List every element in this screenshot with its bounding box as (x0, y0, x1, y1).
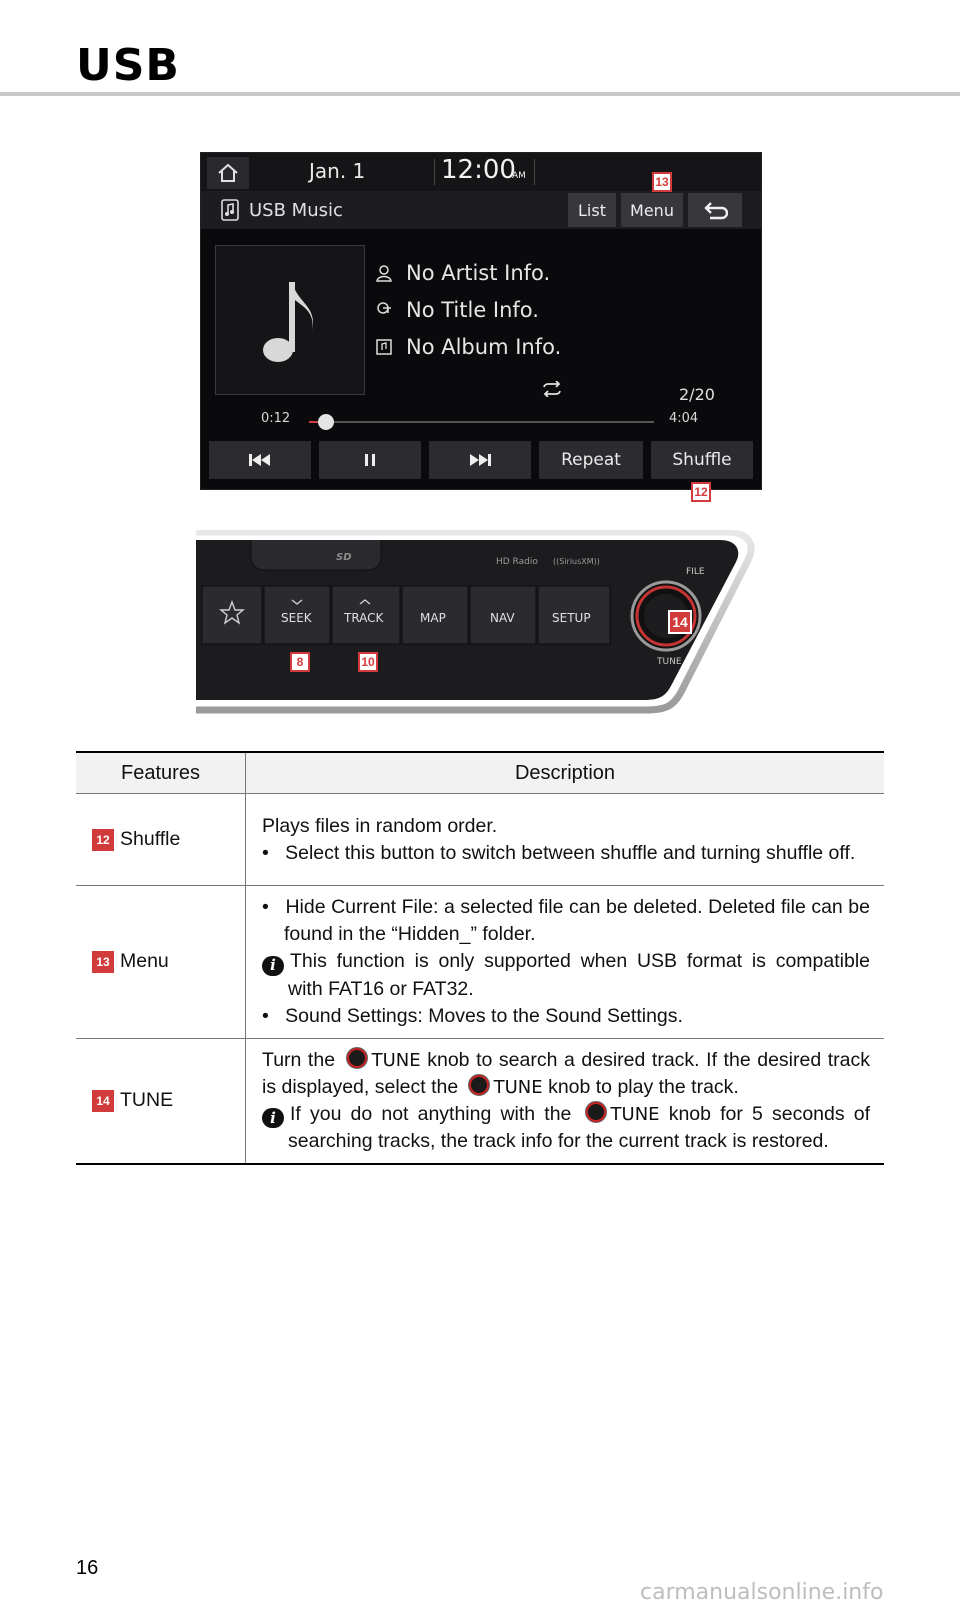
music-note-icon (216, 246, 364, 394)
feature-name: Shuffle (120, 828, 181, 850)
prev-track-icon (249, 453, 271, 467)
callout-13: 13 (652, 172, 672, 192)
hd-radio-label: HD Radio (496, 557, 538, 567)
callout-8: 8 (290, 652, 310, 672)
home-icon (217, 163, 239, 183)
map-label: MAP (420, 611, 446, 625)
album-art (215, 245, 365, 395)
watermark: carmanualsonline.info (640, 1580, 884, 1605)
table-row (76, 886, 884, 1039)
ampm-indicator: AM (512, 171, 526, 181)
artist-text: No Artist Info. (406, 261, 551, 285)
track-counter: 2/20 (679, 385, 715, 404)
info-note (262, 1101, 870, 1156)
divider (434, 159, 435, 185)
bullet-item: • Sound Settings: Moves to the Sound Settings. (262, 1004, 683, 1027)
artist-row (376, 261, 550, 285)
title-row (376, 298, 539, 322)
description-cell (246, 1038, 885, 1164)
tune-knob-icon (585, 1101, 607, 1123)
home-button[interactable] (207, 157, 249, 189)
callout-tag: 13 (92, 951, 114, 973)
feature-name: Menu (120, 950, 169, 973)
date-display: Jan. 1 (309, 159, 366, 183)
table-row (76, 794, 884, 886)
repeat-icon (541, 381, 563, 397)
pause-button[interactable] (319, 441, 421, 479)
text-run: knob to search a desired track. If the desired track is displayed, select the (262, 1048, 871, 1098)
usb-music-screen (200, 152, 762, 490)
callout-14: 14 (668, 610, 692, 634)
description-text: Plays files in random order. (262, 814, 498, 837)
page-title: USB (76, 40, 180, 91)
text-run: knob to play the track. (548, 1075, 739, 1098)
tune-keyword: TUNE (493, 1076, 543, 1098)
bullet-item: • Hide Current File: a selected file can be deleted. Deleted file can be found in the “Hidden_” folder. (262, 896, 870, 945)
callout-10: 10 (358, 652, 378, 672)
shuffle-button[interactable]: Shuffle (651, 441, 753, 479)
features-header: Features (76, 752, 246, 794)
progress-knob[interactable] (318, 414, 334, 430)
clock-display: 12:00 (441, 155, 516, 185)
bullet-text: Select this button to switch between shuffle and turning shuffle off. (285, 841, 856, 864)
source-header (201, 191, 761, 229)
info-text: If you do not anything with the (290, 1102, 572, 1125)
back-icon (702, 200, 728, 220)
page-number: 16 (76, 1557, 99, 1579)
repeat-button[interactable]: Repeat (539, 441, 643, 479)
total-time: 4:04 (669, 411, 699, 426)
next-track-icon (469, 453, 491, 467)
title-rule (0, 92, 960, 96)
menu-button[interactable]: Menu (621, 193, 683, 227)
pause-icon (364, 453, 376, 467)
elapsed-time: 0:12 (261, 411, 291, 426)
album-row (376, 335, 561, 359)
artist-icon (376, 264, 392, 282)
file-label: FILE (686, 567, 705, 577)
title-icon (376, 301, 392, 319)
bullet-item: • Select this button to switch between shuffle and turning shuffle off. (262, 841, 856, 864)
progress-slider[interactable] (309, 421, 654, 423)
feature-cell (76, 1038, 246, 1164)
nav-label: NAV (490, 611, 515, 625)
sd-slot-label: SD (336, 552, 352, 563)
source-title: USB Music (249, 200, 343, 221)
feature-cell (76, 886, 246, 1039)
seek-label: SEEK (281, 611, 312, 625)
album-icon (376, 338, 392, 356)
description-header: Description (246, 752, 885, 794)
music-note-icon (221, 199, 239, 221)
info-text: This function is only supported when USB format is compatible with FAT16 or FAT32. (288, 950, 870, 1000)
album-text: No Album Info. (406, 335, 562, 359)
title-text: No Title Info. (406, 298, 539, 322)
callout-tag: 14 (92, 1090, 114, 1112)
list-button[interactable]: List (568, 193, 616, 227)
tune-knob-icon (346, 1047, 368, 1069)
status-bar (201, 153, 761, 191)
bullet-text: Sound Settings: Moves to the Sound Settings. (285, 1004, 683, 1027)
table-header-row (76, 752, 884, 794)
callout-12: 12 (691, 482, 711, 502)
features-table (76, 751, 884, 1165)
track-label: TRACK (344, 611, 384, 625)
description-cell (246, 886, 885, 1039)
info-text: knob for 5 seconds of searching tracks, the track info for the current track is restored. (288, 1102, 871, 1152)
tune-label: TUNE (657, 657, 682, 667)
table-row (76, 1038, 884, 1164)
description-text (262, 1047, 870, 1101)
bullet-text: Hide Current File: a selected file can be deleted. Deleted file can be found in the “Hidden_” folder. (284, 896, 870, 945)
next-track-button[interactable] (429, 441, 531, 479)
siriusxm-label: ((SiriusXM)) (553, 557, 600, 566)
info-icon: i (262, 956, 284, 976)
tune-keyword: TUNE (371, 1049, 421, 1071)
back-button[interactable] (688, 193, 742, 227)
feature-cell (76, 794, 246, 886)
info-icon: i (262, 1108, 284, 1128)
tune-knob-icon (468, 1074, 490, 1096)
tune-keyword: TUNE (610, 1103, 660, 1125)
description-cell (246, 794, 885, 886)
favorite-button[interactable] (202, 586, 262, 644)
setup-label: SETUP (552, 611, 591, 625)
text-run: Turn the (262, 1048, 336, 1071)
callout-tag: 12 (92, 829, 114, 851)
divider (534, 159, 535, 185)
info-note (262, 948, 870, 1003)
prev-track-button[interactable] (209, 441, 311, 479)
feature-name: TUNE (120, 1089, 174, 1112)
